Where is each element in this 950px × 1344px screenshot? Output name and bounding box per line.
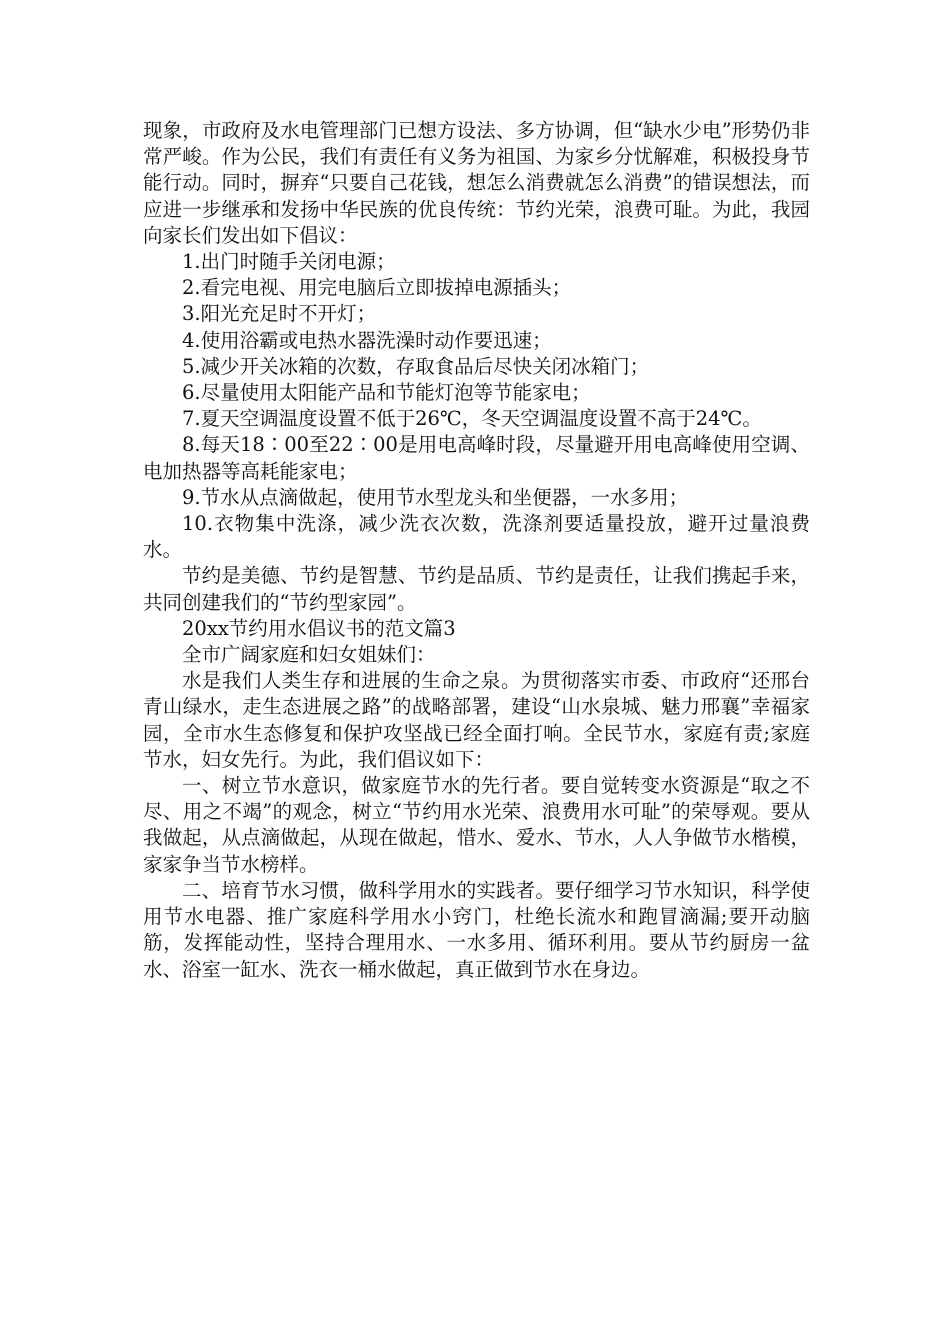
list-item-9: 9.节水从点滴做起，使用节水型龙头和坐便器，一水多用；	[182, 485, 689, 509]
list-item-3: 3.阳光充足时不开灯；	[182, 302, 377, 326]
section-heading: 20xx节约用水倡议书的范文篇3	[182, 616, 456, 640]
paragraph-closing: 节约是美德、节约是智慧、节约是品质、节约是责任，让我们携起手来，共同创建我们的“节约型家园”。	[143, 564, 810, 614]
list-item-1: 1.出门时随手关闭电源；	[182, 250, 396, 274]
list-item-6: 6.尽量使用太阳能产品和节能灯泡等节能家电；	[182, 381, 591, 405]
document-page	[143, 118, 810, 983]
list-item-5: 5.减少开关冰箱的次数，存取食品后尽快关闭冰箱门；	[182, 354, 650, 378]
list-item-10: 10.衣物集中洗涤，减少洗衣次数，洗涤剂要适量投放，避开过量浪费水。	[143, 512, 810, 562]
paragraph-body-2: 一、树立节水意识，做家庭节水的先行者。要自觉转变水资源是“取之不尽、用之不竭”的观念，树立“节约用水光荣、浪费用水可耻”的荣辱观。要从我做起，从点滴做起，从现在做起，惜水、爱水、节水，人人争做节水楷模，家家争当节水榜样。	[143, 774, 810, 876]
paragraph-body-1: 水是我们人类生存和进展的生命之泉。为贯彻落实市委、市政府“还邢台青山绿水，走生态进展之路”的战略部署，建设“山水泉城、魅力邢襄”幸福家园，全市水生态修复和保护攻坚战已经全面打响。全民节水，家庭有责;家庭节水，妇女先行。为此，我们倡议如下：	[143, 669, 810, 771]
list-item-2: 2.看完电视、用完电脑后立即拔掉电源插头；	[182, 276, 572, 300]
paragraph-intro: 现象，市政府及水电管理部门已想方设法、多方协调，但“缺水少电”形势仍非常严峻。作为公民，我们有责任有义务为祖国、为家乡分忧解难，积极投身节能行动。同时，摒弃“只要自己花钱，想怎么消费就怎么消费”的错误想法，而应进一步继承和发扬中华民族的优良传统：节约光荣，浪费可耻。为此，我园向家长们发出如下倡议：	[143, 119, 810, 247]
salutation: 全市广阔家庭和妇女姐妹们：	[182, 643, 436, 667]
list-item-8: 8.每天18∶00至22∶00是用电高峰时段，尽量避开用电高峰使用空调、电加热器等高耗能家电；	[143, 433, 810, 483]
list-item-7: 7.夏天空调温度设置不低于26℃，冬天空调温度设置不高于24℃。	[182, 407, 762, 431]
paragraph-body-3: 二、培育节水习惯，做科学用水的实践者。要仔细学习节水知识，科学使用节水电器、推广家庭科学用水小窍门，杜绝长流水和跑冒滴漏;要开动脑筋，发挥能动性，坚持合理用水、一水多用、循环利用。要从节约厨房一盆水、浴室一缸水、洗衣一桶水做起，真正做到节水在身边。	[143, 878, 810, 981]
list-item-4: 4.使用浴霸或电热水器洗澡时动作要迅速；	[182, 328, 552, 352]
